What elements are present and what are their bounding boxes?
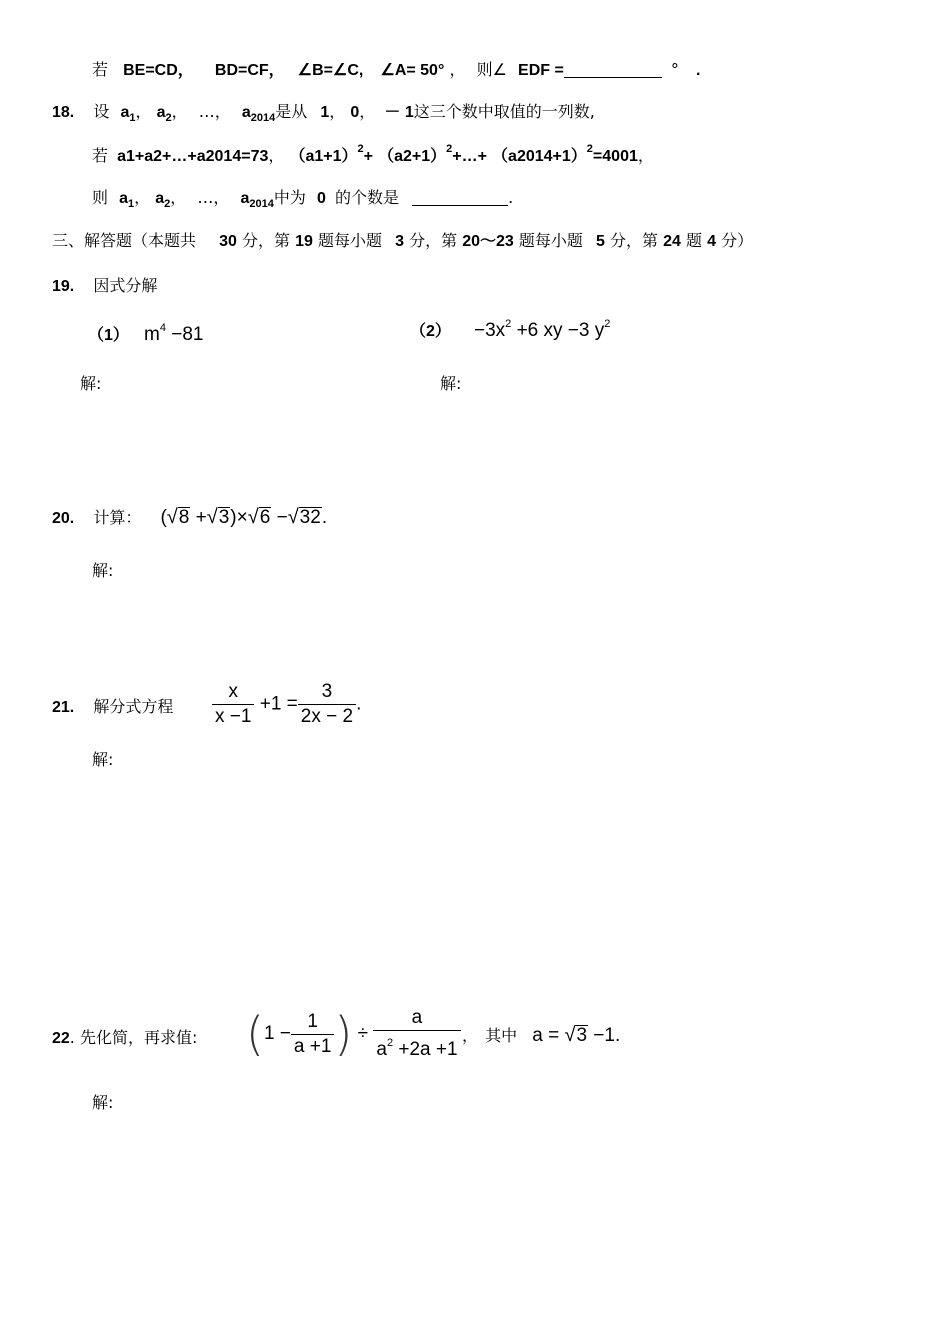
q22-condition: ， 其中 a = √3 −1.	[462, 1024, 621, 1046]
q18-zero: 0	[350, 104, 360, 121]
q18-square-term-2: （a2+1）	[378, 148, 447, 165]
q18-ellipsis: …，	[198, 102, 231, 121]
q21-jie: 解:	[92, 750, 114, 769]
q18-l3-a2: $a_2$	[155, 190, 171, 210]
q17-cond-angle-a: ∠A= 50°	[380, 62, 445, 79]
q18-square-term-1: （a1+1）	[289, 148, 358, 165]
q18-plus: +	[363, 148, 373, 165]
q19-part-1	[88, 322, 203, 346]
q21-mid: +1 =	[259, 693, 298, 715]
q18-line-1: 18. 设 $a_1$， $a_2$， …， $a_{2014}$是从 1， 0， － 1这三个数中取值的一列数,	[52, 102, 595, 124]
q19-number: 19.	[52, 278, 75, 295]
q21-equation: $\frac{x}{x -1}$ +1 = $\frac{3}{2x - 2}$ .	[212, 680, 361, 729]
q18-end: .	[508, 188, 514, 207]
q19-p1-expression: $m^4 -81$	[144, 322, 204, 345]
q18-exp-3: 2	[586, 143, 593, 155]
q18-minus-one: － 1	[384, 104, 414, 121]
q17-cond-bd-cf: BD=CF，	[214, 62, 285, 79]
q21-heading	[52, 694, 173, 717]
q18-a2014: $a_{2014}$	[241, 104, 276, 124]
q18-exp-1: 2	[357, 143, 364, 155]
q22-fraction-2: $\frac{a}{a^2 +2a +1}$	[373, 1006, 460, 1062]
q18-ruo: 若	[92, 146, 109, 165]
q18-count-text: 的个数是	[335, 188, 400, 207]
q18-l3-a2014: $a_{2014}$	[240, 190, 274, 210]
q20-title: 计算：	[93, 508, 142, 527]
q20-expression: (√8 +√3)×√6 −√32.	[160, 506, 328, 528]
q18-sum-condition: a1+a2+…+a2014=73	[117, 148, 269, 165]
q18-plus-dots: +…+	[452, 148, 487, 165]
q18-one: 1	[320, 104, 330, 121]
q19-p2-expression: $-3x^2 +6$ xy −3 $y^2$	[474, 318, 611, 341]
q22-expression: (1 − $\frac{1}{a +1}$ ) ÷ $\frac{a}{a^2 +2a +1}$	[246, 1006, 461, 1062]
q20-jie: 解:	[92, 561, 114, 580]
q19-p1-label: （1）	[88, 327, 129, 344]
q18-she: 设	[93, 102, 110, 121]
q22-qizhong: 其中	[485, 1026, 518, 1045]
q17-end: .	[696, 62, 701, 79]
q17-answer-blank[interactable]	[564, 61, 662, 78]
q19-heading	[52, 273, 157, 296]
q19-p2-label: （2）	[410, 323, 451, 340]
q18-a2: $a_2$	[156, 104, 172, 124]
q22-number: 22	[52, 1030, 70, 1047]
q18-zhongwei: 中为	[273, 188, 306, 207]
q18-line-3: 则 $a_1$， $a_2$， …， $a_{2014}$中为 0 的个数是 .	[92, 188, 514, 210]
q18-zero-b: 0	[317, 190, 326, 207]
q22-fraction-1: $\frac{1}{a +1}$	[291, 1010, 335, 1059]
q21-fraction-2: $\frac{3}{2x - 2}$	[298, 680, 356, 729]
q21-title: 解分式方程	[93, 697, 174, 716]
q19-part-2	[410, 318, 610, 342]
q18-answer-blank[interactable]	[412, 189, 508, 206]
q17-target: EDF =	[518, 62, 564, 79]
q18-a1: $a_1$	[120, 104, 136, 124]
q19-title: 因式分解	[93, 276, 158, 295]
q20-line	[52, 505, 327, 529]
q20-number: 20.	[52, 510, 75, 527]
q18-number: 18.	[52, 104, 75, 121]
q18-cong: 是从	[275, 102, 308, 121]
q17-line	[92, 57, 700, 80]
q18-exp-2: 2	[446, 143, 453, 155]
q21-number: 21.	[52, 699, 75, 716]
q17-unit: °	[670, 60, 679, 79]
q18-square-term-3: （a2014+1）	[492, 148, 587, 165]
q22-title: . 先化简，再求值:	[69, 1028, 198, 1047]
q18-ze: 则	[92, 188, 109, 207]
q21-fraction-1: $\frac{x}{x -1}$	[212, 680, 254, 729]
q17-cond-angle-b-c: ∠B=∠C,	[297, 62, 364, 79]
q22-jie: 解:	[92, 1093, 114, 1112]
q19-jie-1: 解:	[80, 374, 102, 393]
q22-heading	[52, 1025, 197, 1048]
q17-cond-be-cd: BE=CD，	[123, 62, 194, 79]
section-3-heading: 三、解答题（本题共 30 分，第 19 题每小题 3 分，第 20～23 题每小题 5 分，第 24 题 4 分）	[52, 231, 754, 250]
q18-desc: 这三个数中取值的一列数,	[413, 102, 595, 121]
q17-ze: 则∠	[476, 60, 507, 79]
q22-a-value: a = √3 −1.	[532, 1024, 621, 1046]
q17-sep: ，	[449, 60, 466, 79]
q19-jie-2: 解:	[440, 374, 462, 393]
q18-l3-a1: $a_1$	[119, 190, 135, 210]
q18-square-result: =4001	[592, 148, 638, 165]
q17-ruo: 若	[92, 60, 109, 79]
q18-l3-ellipsis: …，	[197, 188, 230, 207]
q18-line-2: 若 a1+a2+…+a2014=73， $(a1+1)^2+$ $(a2+1)^2+\dots+ (a2014+1)^2=4001$，	[92, 143, 654, 165]
